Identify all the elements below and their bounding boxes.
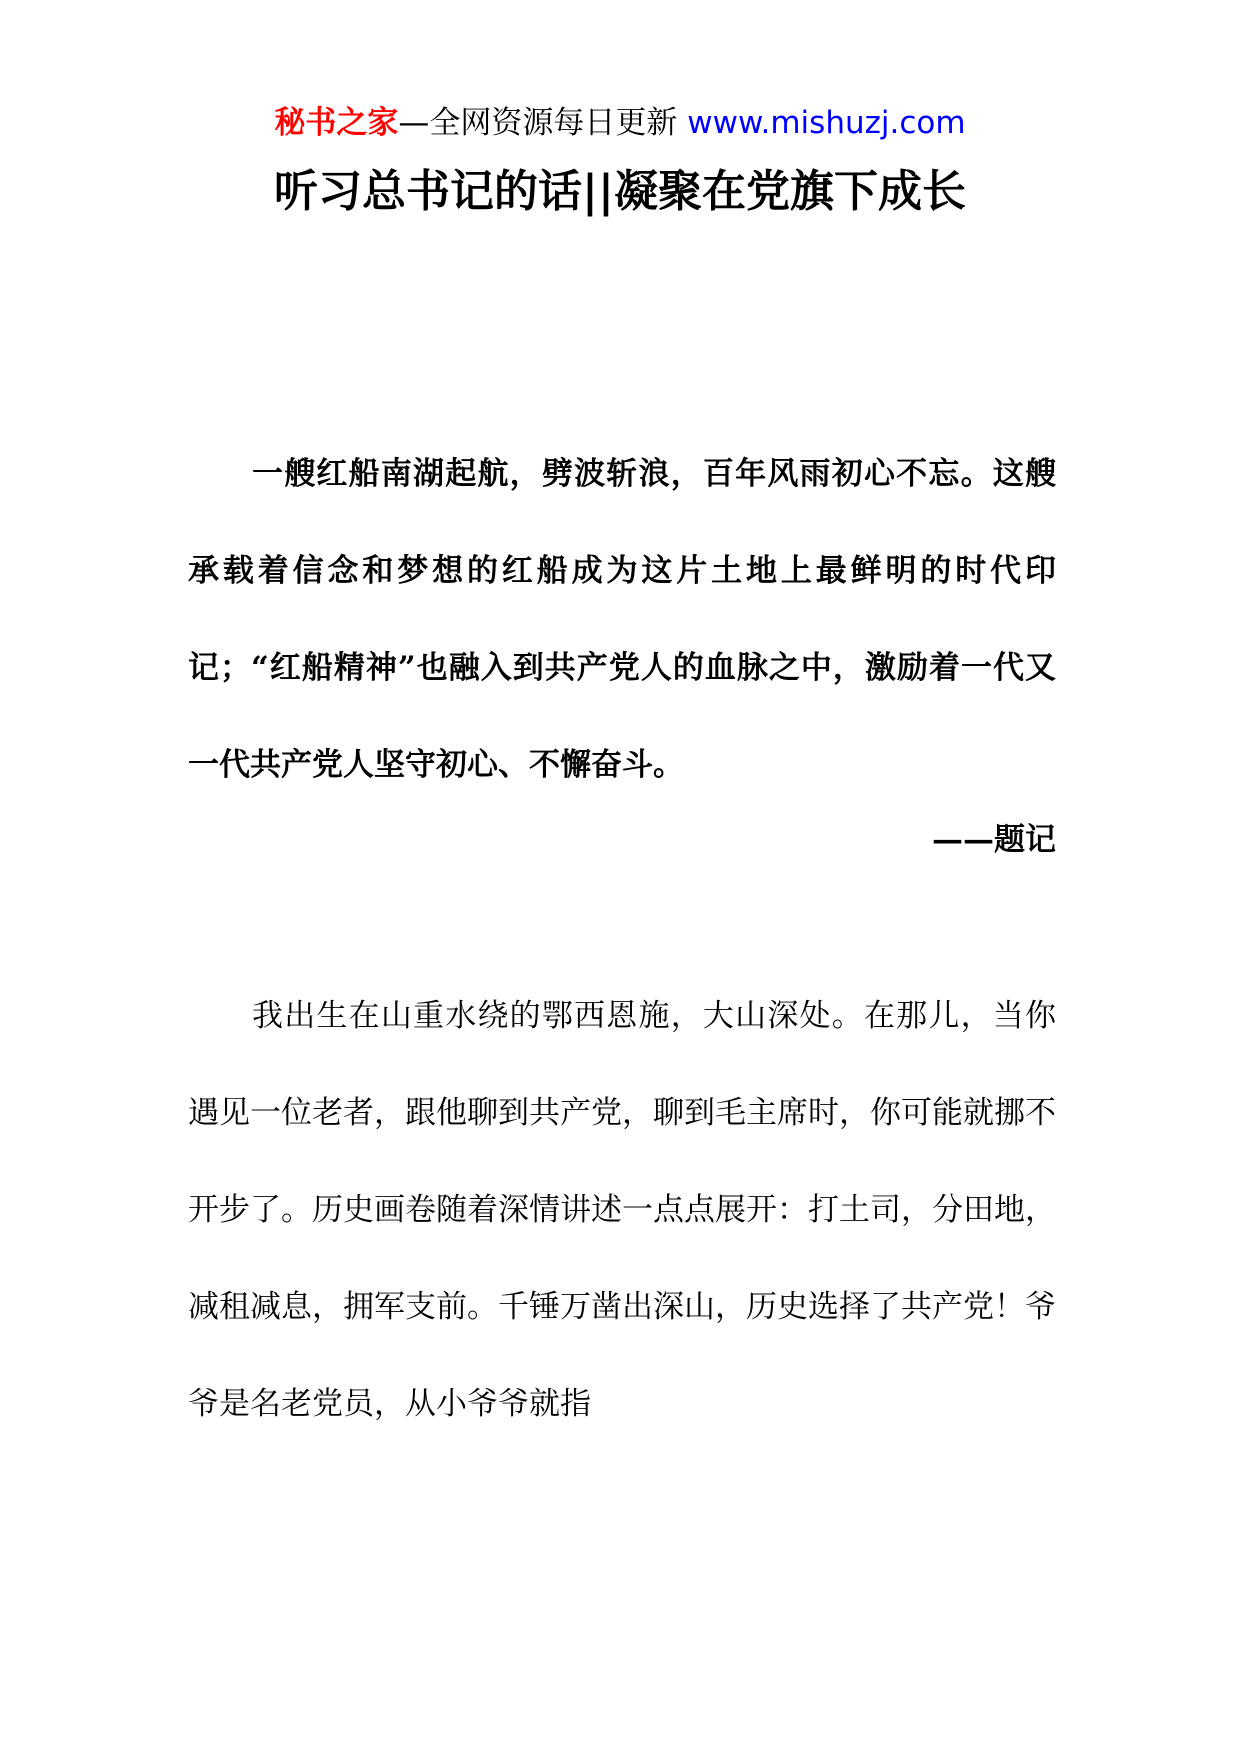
epigraph-attribution: ——题记 — [932, 822, 1056, 858]
epigraph-paragraph: 一艘红船南湖起航，劈波斩浪，百年风雨初心不忘。这艘承载着信念和梦想的红船成为这片土地上最鲜明的时代印记；“红船精神”也融入到共产党人的血脉之中，激励着一代又一代共产党人坚守初心、不懈奋斗。 — [188, 456, 1056, 783]
document-title: 听习总书记的话||凝聚在党旗下成长 — [273, 166, 966, 217]
site-url-link[interactable]: www.mishuzj.com — [687, 105, 966, 141]
body-paragraph: 我出生在山重水绕的鄂西恩施，大山深处。在那儿，当你遇见一位老者，跟他聊到共产党，聊到毛主席时，你可能就挪不开步了。历史画卷随着深情讲述一点点展开：打土司，分田地，减租减息，拥军支前。千锤万凿出深山，历史选择了共产党！爷爷是名老党员，从小爷爷就指 — [188, 998, 1056, 1422]
site-brand: 秘书之家 — [274, 105, 399, 141]
site-tagline: —全网资源每日更新 — [398, 105, 688, 141]
site-header — [0, 98, 1240, 148]
